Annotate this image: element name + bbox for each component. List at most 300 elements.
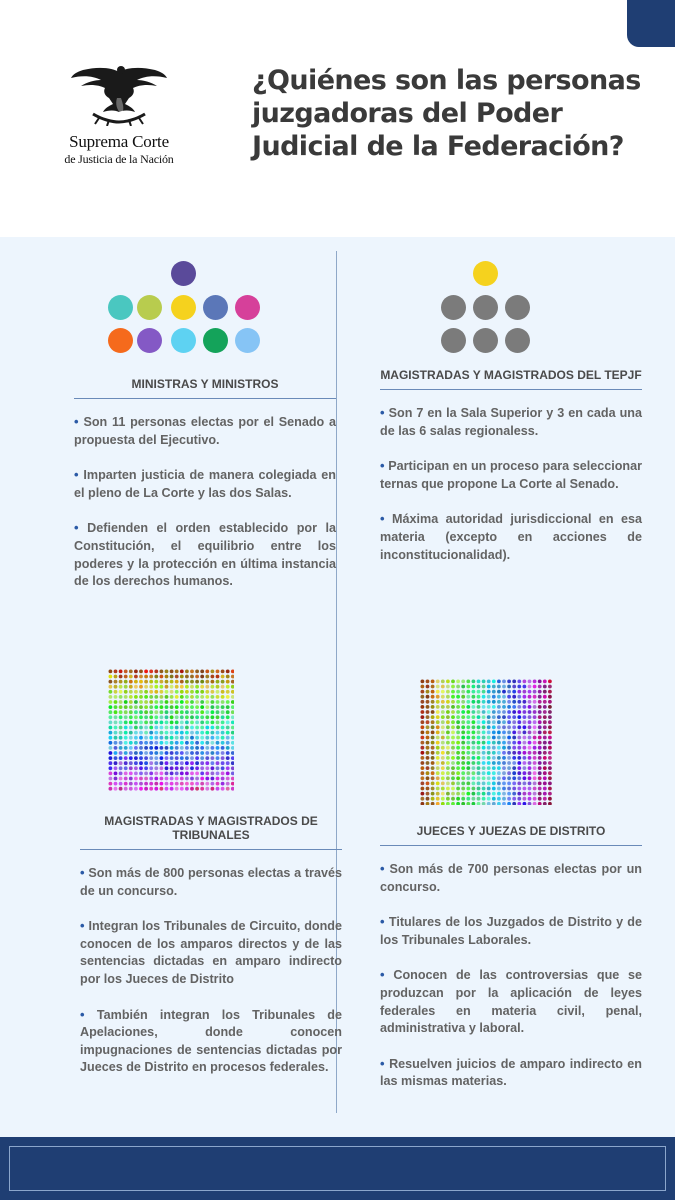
matrix-dot (421, 756, 425, 760)
matrix-dot (185, 715, 189, 719)
logo-name: Suprema Corte (69, 132, 169, 151)
matrix-dot (421, 776, 425, 780)
matrix-dot (421, 736, 425, 740)
matrix-dot (149, 726, 153, 730)
header (0, 0, 675, 237)
matrix-dot (517, 787, 521, 791)
matrix-dot (211, 680, 215, 684)
matrix-dot (451, 736, 455, 740)
matrix-dot (426, 710, 430, 714)
bullet-item (380, 1055, 642, 1091)
matrix-dot (216, 705, 220, 709)
matrix-dot (211, 705, 215, 709)
matrix-dot (431, 802, 435, 805)
matrix-dot (134, 787, 138, 791)
matrix-dot (144, 782, 148, 786)
matrix-dot (221, 690, 225, 694)
matrix-dot (149, 772, 153, 776)
matrix-dot (231, 685, 234, 689)
matrix-dot (436, 782, 440, 786)
bullets-ministras (74, 413, 336, 591)
matrix-dot (175, 700, 179, 704)
matrix-dot (456, 690, 460, 694)
matrix-dot (195, 675, 199, 679)
matrix-dot (497, 710, 501, 714)
matrix-dot (190, 726, 194, 730)
matrix-dot (421, 680, 425, 684)
matrix-dot (533, 705, 537, 709)
matrix-dot (221, 685, 225, 689)
matrix-dot (472, 680, 476, 684)
matrix-dot (517, 700, 521, 704)
matrix-dot (466, 771, 470, 775)
matrix-dot (200, 736, 204, 740)
matrix-dot (461, 690, 465, 694)
matrix-dot (165, 680, 169, 684)
matrix-dot (523, 766, 527, 770)
bullet-dot-icon: • (380, 405, 389, 420)
matrix-dot (211, 761, 215, 765)
matrix-dot (216, 766, 220, 770)
matrix-dot (512, 731, 516, 735)
matrix-dot (523, 751, 527, 755)
matrix-dot (456, 756, 460, 760)
matrix-dot (124, 731, 128, 735)
matrix-dot (543, 766, 547, 770)
matrix-dot (165, 710, 169, 714)
matrix-dot (497, 746, 501, 750)
matrix-dot (441, 705, 445, 709)
matrix-dot (477, 782, 481, 786)
matrix-dot (482, 705, 486, 709)
matrix-dot (451, 690, 455, 694)
matrix-dot (441, 715, 445, 719)
matrix-dot (451, 695, 455, 699)
matrix-dot (134, 766, 138, 770)
matrix-dot (538, 761, 542, 765)
matrix-dot (502, 736, 506, 740)
matrix-dot (185, 736, 189, 740)
bullet-text: Defienden el orden establecido por la Constitución, el equilibrio entre los poderes y la protección en última instancia de los derechos humanos. (74, 521, 336, 589)
matrix-dot (185, 700, 189, 704)
matrix-dot (507, 787, 511, 791)
matrix-dot (528, 695, 532, 699)
matrix-dot (507, 746, 511, 750)
matrix-dot (124, 710, 128, 714)
matrix-dot (538, 700, 542, 704)
matrix-dot (421, 720, 425, 724)
matrix-dot (548, 736, 552, 740)
matrix-dot (211, 746, 215, 750)
matrix-dot (231, 736, 234, 740)
matrix-dot (533, 792, 537, 796)
matrix-dot (441, 771, 445, 775)
matrix-dot (160, 782, 164, 786)
section-tribunales (80, 814, 342, 1094)
matrix-dot (134, 761, 138, 765)
bullet-dot-icon: • (74, 520, 88, 536)
matrix-dot (185, 695, 189, 699)
matrix-dot (221, 761, 225, 765)
matrix-dot (114, 675, 118, 679)
matrix-dot (426, 766, 430, 770)
matrix-dot (185, 675, 189, 679)
matrix-dot (175, 690, 179, 694)
matrix-dot (114, 715, 118, 719)
matrix-dot (216, 731, 220, 735)
matrix-dot (190, 766, 194, 770)
matrix-dot (477, 725, 481, 729)
matrix-dot (139, 715, 143, 719)
matrix-dot (165, 685, 169, 689)
matrix-dot (441, 710, 445, 714)
matrix-dot (139, 777, 143, 781)
matrix-dot (170, 731, 174, 735)
matrix-dot (517, 776, 521, 780)
matrix-dot (426, 756, 430, 760)
matrix-dot (139, 690, 143, 694)
matrix-dot (221, 700, 225, 704)
matrix-dot (175, 721, 179, 725)
matrix-dot (472, 695, 476, 699)
matrix-dot (436, 766, 440, 770)
matrix-dot (134, 782, 138, 786)
matrix-dot (175, 736, 179, 740)
matrix-dot (517, 725, 521, 729)
matrix-dot (134, 777, 138, 781)
matrix-dot (548, 715, 552, 719)
matrix-dot (190, 777, 194, 781)
matrix-dot (134, 741, 138, 745)
matrix-dot (139, 746, 143, 750)
matrix-dot (165, 690, 169, 694)
matrix-dot (512, 771, 516, 775)
matrix-dot (482, 710, 486, 714)
matrix-dot (512, 700, 516, 704)
scjn-logo (60, 64, 178, 174)
matrix-dot (431, 746, 435, 750)
matrix-dot (466, 766, 470, 770)
matrix-dot (421, 690, 425, 694)
matrix-dot (487, 731, 491, 735)
matrix-dot (502, 710, 506, 714)
matrix-dot (200, 700, 204, 704)
matrix-dot (144, 705, 148, 709)
matrix-dot (154, 731, 158, 735)
bullet-dot-icon: • (80, 918, 89, 934)
matrix-dot (512, 776, 516, 780)
matrix-dot (221, 751, 225, 755)
tribunales-dot-matrix (108, 669, 234, 791)
matrix-dot (211, 690, 215, 694)
matrix-dot (548, 690, 552, 694)
matrix-dot (144, 756, 148, 760)
matrix-dot (154, 787, 158, 791)
matrix-dot (543, 720, 547, 724)
matrix-dot (436, 776, 440, 780)
section-title-tribunales: MAGISTRADAS Y MAGISTRADOS DE TRIBUNALES (80, 814, 342, 850)
matrix-dot (482, 751, 486, 755)
matrix-dot (528, 710, 532, 714)
matrix-dot (160, 741, 164, 745)
matrix-dot (472, 761, 476, 765)
matrix-dot (461, 776, 465, 780)
matrix-dot (170, 680, 174, 684)
matrix-dot (165, 751, 169, 755)
matrix-dot (426, 700, 430, 704)
matrix-dot (211, 685, 215, 689)
matrix-dot (517, 736, 521, 740)
matrix-dot (487, 700, 491, 704)
matrix-dot (487, 695, 491, 699)
matrix-dot (477, 776, 481, 780)
matrix-dot (119, 746, 123, 750)
matrix-dot (165, 772, 169, 776)
matrix-dot (507, 771, 511, 775)
matrix-dot (533, 690, 537, 694)
matrix-dot (512, 761, 516, 765)
matrix-dot (497, 720, 501, 724)
matrix-dot (548, 751, 552, 755)
matrix-dot (502, 690, 506, 694)
matrix-dot (226, 772, 230, 776)
matrix-dot (114, 721, 118, 725)
matrix-dot (129, 787, 133, 791)
matrix-dot (216, 746, 220, 750)
matrix-dot (154, 726, 158, 730)
matrix-dot (119, 751, 123, 755)
matrix-dot (502, 771, 506, 775)
matrix-dot (139, 700, 143, 704)
matrix-dot (421, 695, 425, 699)
matrix-dot (543, 705, 547, 709)
matrix-dot (512, 741, 516, 745)
matrix-dot (461, 802, 465, 805)
matrix-dot (231, 710, 234, 714)
matrix-dot (211, 715, 215, 719)
matrix-dot (421, 710, 425, 714)
matrix-dot (502, 680, 506, 684)
color-dot (505, 295, 530, 320)
matrix-dot (472, 776, 476, 780)
matrix-dot (231, 756, 234, 760)
matrix-dot (211, 721, 215, 725)
matrix-dot (451, 792, 455, 796)
matrix-dot (119, 741, 123, 745)
matrix-dot (497, 802, 501, 805)
matrix-dot (139, 787, 143, 791)
matrix-dot (160, 751, 164, 755)
matrix-dot (144, 746, 148, 750)
matrix-dot (497, 766, 501, 770)
matrix-dot (221, 766, 225, 770)
matrix-dot (185, 721, 189, 725)
matrix-dot (517, 771, 521, 775)
matrix-dot (482, 715, 486, 719)
matrix-dot (165, 782, 169, 786)
matrix-dot (109, 736, 113, 740)
matrix-dot (446, 761, 450, 765)
matrix-dot (497, 725, 501, 729)
matrix-dot (548, 685, 552, 689)
matrix-dot (456, 695, 460, 699)
matrix-dot (205, 715, 209, 719)
matrix-dot (523, 725, 527, 729)
matrix-dot (528, 771, 532, 775)
matrix-dot (129, 731, 133, 735)
matrix-dot (492, 685, 496, 689)
matrix-dot (477, 685, 481, 689)
matrix-dot (543, 787, 547, 791)
matrix-dot (426, 751, 430, 755)
matrix-dot (216, 782, 220, 786)
matrix-dot (482, 761, 486, 765)
bullet-text: Son 11 personas electas por el Senado a propuesta del Ejecutivo. (74, 415, 336, 447)
matrix-dot (119, 766, 123, 770)
matrix-dot (517, 751, 521, 755)
matrix-dot (436, 695, 440, 699)
matrix-dot (160, 690, 164, 694)
matrix-dot (497, 771, 501, 775)
matrix-dot (451, 771, 455, 775)
matrix-dot (466, 710, 470, 714)
matrix-dot (533, 680, 537, 684)
matrix-dot (482, 802, 486, 805)
matrix-dot (205, 772, 209, 776)
matrix-dot (466, 792, 470, 796)
matrix-dot (421, 782, 425, 786)
matrix-dot (426, 695, 430, 699)
matrix-dot (543, 771, 547, 775)
matrix-dot (231, 670, 234, 674)
matrix-dot (482, 792, 486, 796)
matrix-dot (170, 772, 174, 776)
matrix-dot (109, 685, 113, 689)
logo-subtitle: de Justicia de la Nación (64, 152, 174, 166)
matrix-dot (185, 761, 189, 765)
matrix-dot (477, 695, 481, 699)
matrix-dot (124, 715, 128, 719)
matrix-dot (451, 761, 455, 765)
matrix-dot (154, 756, 158, 760)
matrix-dot (436, 700, 440, 704)
matrix-dot (175, 777, 179, 781)
matrix-dot (421, 741, 425, 745)
matrix-dot (472, 771, 476, 775)
matrix-dot (441, 725, 445, 729)
matrix-dot (502, 782, 506, 786)
matrix-dot (180, 751, 184, 755)
matrix-dot (124, 685, 128, 689)
matrix-dot (431, 756, 435, 760)
matrix-dot (175, 705, 179, 709)
matrix-dot (523, 761, 527, 765)
matrix-dot (482, 695, 486, 699)
matrix-dot (517, 782, 521, 786)
matrix-dot (512, 710, 516, 714)
matrix-dot (190, 670, 194, 674)
matrix-dot (154, 761, 158, 765)
matrix-dot (154, 670, 158, 674)
matrix-dot (466, 720, 470, 724)
matrix-dot (226, 787, 230, 791)
matrix-dot (144, 772, 148, 776)
matrix-dot (492, 761, 496, 765)
matrix-dot (492, 771, 496, 775)
matrix-dot (456, 776, 460, 780)
matrix-dot (231, 690, 234, 694)
matrix-dot (226, 680, 230, 684)
matrix-dot (139, 761, 143, 765)
matrix-dot (134, 670, 138, 674)
bullet-text: Son más de 800 personas electas a través de un concurso. (80, 866, 342, 898)
matrix-dot (502, 746, 506, 750)
matrix-dot (492, 736, 496, 740)
matrix-dot (129, 705, 133, 709)
matrix-dot (523, 715, 527, 719)
bullet-item (74, 466, 336, 502)
page-title: ¿Quiénes son las personas juzgadoras del Poder Judicial de la Federación? (252, 65, 641, 162)
matrix-dot (185, 710, 189, 714)
matrix-dot (165, 756, 169, 760)
matrix-dot (517, 766, 521, 770)
matrix-dot (497, 680, 501, 684)
matrix-dot (124, 695, 128, 699)
matrix-dot (205, 766, 209, 770)
matrix-dot (436, 771, 440, 775)
matrix-dot (109, 675, 113, 679)
matrix-dot (497, 756, 501, 760)
matrix-dot (517, 741, 521, 745)
matrix-dot (144, 766, 148, 770)
matrix-dot (216, 787, 220, 791)
matrix-dot (431, 685, 435, 689)
matrix-dot (114, 787, 118, 791)
matrix-dot (533, 720, 537, 724)
matrix-dot (190, 746, 194, 750)
matrix-dot (482, 736, 486, 740)
matrix-dot (165, 736, 169, 740)
matrix-dot (124, 756, 128, 760)
matrix-dot (528, 797, 532, 801)
matrix-dot (129, 710, 133, 714)
matrix-dot (451, 746, 455, 750)
matrix-dot (221, 710, 225, 714)
matrix-dot (114, 726, 118, 730)
matrix-dot (160, 675, 164, 679)
matrix-dot (124, 705, 128, 709)
matrix-dot (431, 736, 435, 740)
matrix-dot (492, 690, 496, 694)
matrix-dot (200, 690, 204, 694)
matrix-dot (129, 772, 133, 776)
matrix-dot (205, 741, 209, 745)
matrix-dot (139, 710, 143, 714)
matrix-dot (451, 680, 455, 684)
bullet-item (380, 860, 642, 896)
matrix-dot (144, 690, 148, 694)
matrix-dot (451, 782, 455, 786)
matrix-dot (200, 731, 204, 735)
matrix-dot (426, 736, 430, 740)
matrix-dot (477, 746, 481, 750)
matrix-dot (124, 746, 128, 750)
matrix-dot (205, 721, 209, 725)
color-dot (203, 295, 228, 320)
matrix-dot (221, 695, 225, 699)
bullet-item (380, 913, 642, 949)
matrix-dot (446, 802, 450, 805)
